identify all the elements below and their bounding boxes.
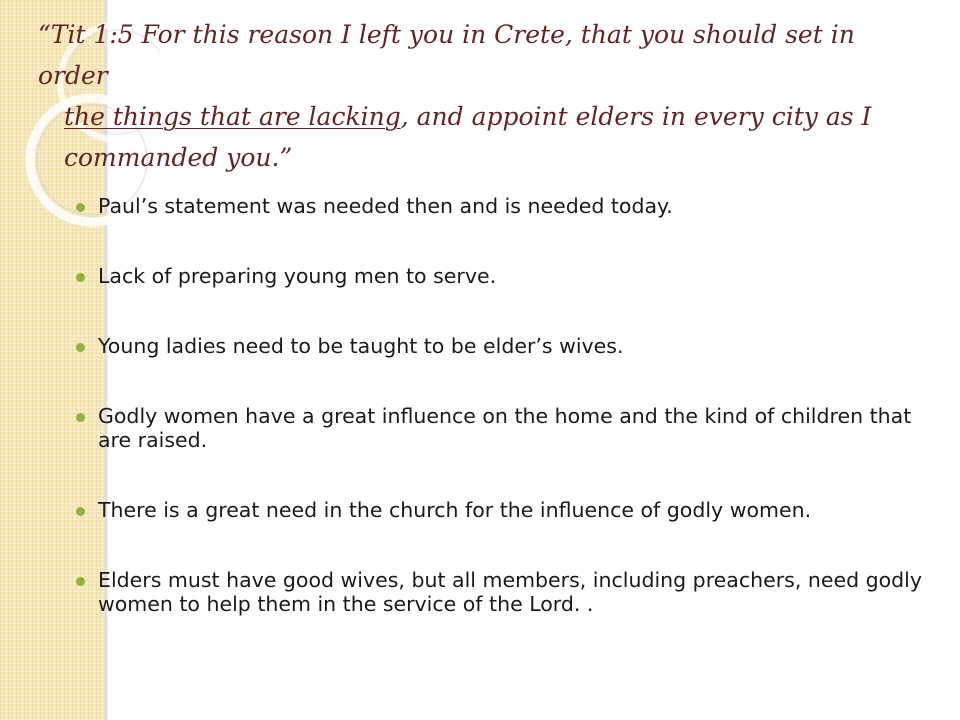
- bullet-item: [76, 404, 946, 452]
- bullet-text: Elders must have good wives, but all members, including preachers, need godly women to help them in the service of the Lord. .: [98, 568, 923, 616]
- bullet-text: Young ladies need to be taught to be elder’s wives.: [98, 334, 624, 358]
- title-line-2-rest: , and appoint elders in every city as I: [400, 102, 872, 131]
- slide-title: [38, 14, 918, 178]
- bullet-item: [76, 498, 946, 522]
- bullet-item: [76, 264, 946, 288]
- bullet-item: [76, 334, 946, 358]
- bullet-dot-icon: [76, 203, 85, 212]
- bullet-item: [76, 568, 946, 616]
- bullet-dot-icon: [76, 413, 85, 422]
- bullet-dot-icon: [76, 273, 85, 282]
- bullet-text: There is a great need in the church for the influence of godly women.: [98, 498, 812, 522]
- bullet-dot-icon: [76, 343, 85, 352]
- title-line-1: “Tit 1:5 For this reason I left you in Crete, that you should set in order: [38, 20, 855, 90]
- bullet-item: [76, 194, 946, 218]
- bullet-text: Lack of preparing young men to serve.: [98, 264, 497, 288]
- bullet-dot-icon: [76, 577, 85, 586]
- bullet-text: Paul’s statement was needed then and is needed today.: [98, 194, 673, 218]
- title-underlined-phrase: the things that are lacking: [64, 102, 401, 131]
- bullet-text: Godly women have a great influence on the home and the kind of children that are raised.: [98, 404, 912, 452]
- bullet-dot-icon: [76, 507, 85, 516]
- title-line-3: commanded you.”: [64, 143, 293, 172]
